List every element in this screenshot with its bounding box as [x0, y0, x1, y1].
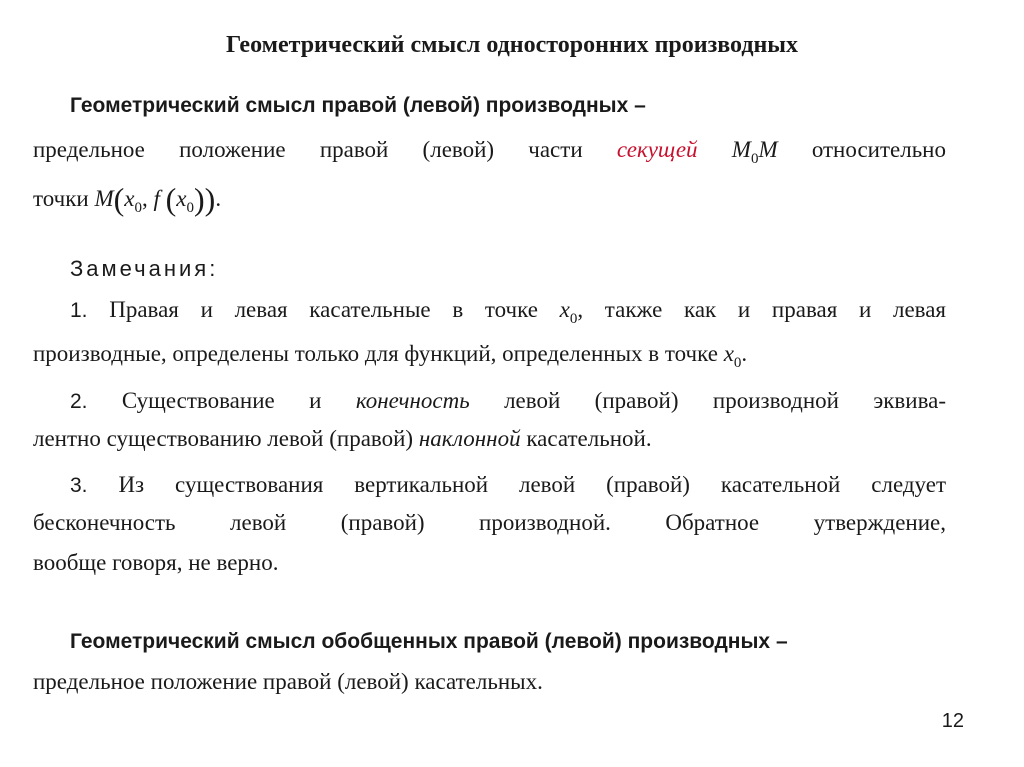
- x0-symbol: $x_0$: [723, 341, 742, 371]
- remark-1-line-2: производные, определены только для функций, определенных в точке $x_0$.: [33, 341, 748, 371]
- remark-3-line-3: вообще говоря, не верно.: [33, 550, 279, 575]
- slide-title: Геометрический смысл односторонних производных: [225, 32, 799, 58]
- remark-1-line-1: 1. Правая и левая касательные в точке $x_0$, также как и правая и левая: [70, 297, 947, 327]
- page-number: 12: [941, 710, 964, 732]
- point-formula: $M(x_0$, f $(x_0)$).: [94, 181, 222, 217]
- definition-heading-1: Геометрический смысл правой (левой) производных –: [70, 94, 646, 117]
- definition-line-2: точки $M(x_0$, f $(x_0)$).: [33, 181, 222, 217]
- x0-symbol: $x_0$: [559, 297, 578, 327]
- definition-heading-2: Геометрический смысл обобщенных правой (левой) производных –: [70, 630, 788, 653]
- remark-2-line-1: 2. Существование и конечность левой (правой) производной эквива-: [70, 388, 946, 413]
- definition-2-line: предельное положение правой (левой) касательных.: [33, 669, 543, 694]
- remark-2-line-2: лентно существованию левой (правой) наклонной касательной.: [33, 426, 652, 451]
- remarks-title: Замечания:: [70, 256, 219, 281]
- remark-3-line-2: бесконечность левой (правой) производной. Обратное утверждение,: [33, 510, 946, 535]
- secant-formula: $M_0M$: [731, 137, 778, 167]
- remark-3-line-1: 3. Из существования вертикальной левой (правой) касательной следует: [70, 472, 947, 497]
- secant-term: секущей: [616, 137, 698, 162]
- definition-line-1: предельное положение правой (левой) части секущей $M_0M$ относительно: [33, 137, 946, 167]
